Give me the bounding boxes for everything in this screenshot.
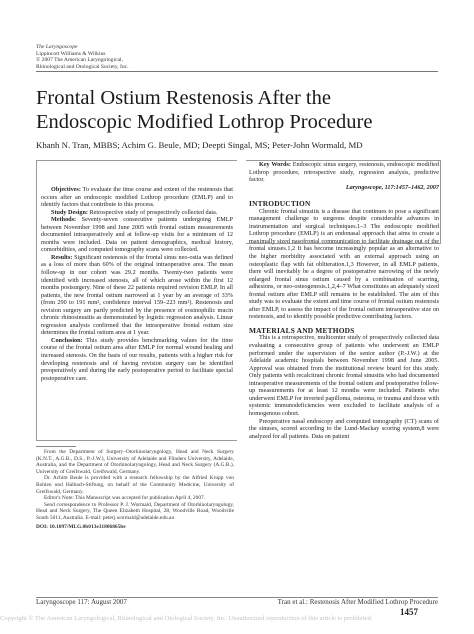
materials-heading: MATERIALS AND METHODS — [249, 325, 355, 335]
design-label: Study Design: — [51, 208, 88, 216]
abstract-results — [41, 254, 233, 337]
copyright-watermark: Copyright © The American Laryngological, Rhinological and Otological Society, Inc. Unauthorized reproduction of this article is prohibited. — [0, 615, 373, 622]
design-text: Retrospective study of prospectively collected data. — [89, 208, 218, 216]
objectives-label: Objectives: — [51, 186, 81, 193]
author-list: Khanh N. Tran, MBBS; Achim G. Beule, MD; Deepti Singal, MS; Peter-John Wormald, MD — [36, 140, 363, 150]
citation: Laryngoscope, 117:1457–1462, 2007 — [345, 183, 439, 191]
materials-paragraph-2: Preoperative nasal endoscopy and computed tomography (CT) scans of the sinuses, scored according to the Lund-Mackay scoring system,8 were analyzed for all patients. Data on patient — [249, 417, 439, 440]
journal-header — [36, 44, 129, 70]
footnotes — [36, 449, 234, 530]
results-text: Significant restenosis of the frontal sinus neo-ostia was defined as a loss of more than 60% of the original intraoperative area. The mean follow-up in our cohort was 29.2 months. Twenty-two patients were identified with increased stenosis, all of which arose within the first 12 months postsurgery. Nine of these 22 patients required revision EMLP. In all patients, the new frontal ostium narrowed at 1 year by an average of 33% (from 290 to 191 mm², confidence interval 159–223 mm²). Restenosis and revision surgery are partly predicted by the presence of eosinophilic mucin chronic rhinosinusitis as demonstrated by logistic regression analysis. Linear regression analysis confirmed that the intraoperative frontal ostium size determines the frontal ostium area at 1 year. — [41, 253, 234, 337]
objectives-text: To evaluate the time course and extent of the restenosis that occurs after an endoscopic modified Lothrop procedure (EMLP) and to identify factors that contribute to this process. — [41, 186, 234, 209]
publisher: Lippincott Williams & Wilkins — [36, 50, 106, 57]
introduction-text: Chronic frontal sinusitis is a disease that continues to pose a significant management challenge to surgeons despite considerable advances in instrumentation and surgical techniques.1–3 The endoscopic modified Lothrop procedure (EMLP) is an endonasal approach that aims to create a maximally sized nasofrontal communication to facilitate drainage out of the frontal sinuses.1,2 It has become increasingly popular as an alternative to the higher morbidity associated with an external approach using an osteoplastic flap with fat obliteration.1,3 However, in all EMLP patients, there will inevitably be a degree of postoperative narrowing of the newly enlarged frontal sinus ostium caused by a combination of scarring, adhesions, or neo-osteogenesis.1,2,4–7 What constitutes an adequately sized frontal ostium after EMLP still remains to be established. The aim of this study was to evaluate the extent and time course of frontal ostium restenosis after EMLP, to assess the impact of the frontal ostium intraoperative size on restenosis, and to identify possible predictive contributing factors. — [249, 207, 439, 321]
header-divider — [36, 71, 438, 72]
methods-label: Methods: — [51, 216, 77, 224]
copyright-line: © 2007 The American Laryngological, — [36, 57, 123, 64]
footnote-divider — [36, 446, 76, 447]
society-line: Rhinological and Otological Society, Inc. — [36, 63, 129, 70]
introduction-heading: INTRODUCTION — [249, 199, 311, 209]
keywords-text: Endoscopic sinus surgery, restenosis, endoscopic modified Lothrop procedure, retrospective study, regression analysis, predictive factor. — [249, 161, 439, 184]
conclusion-label: Conclusion: — [51, 336, 83, 344]
article-title — [36, 86, 446, 134]
doi: DOI: 10.1097/MLG.0b013e31806865be — [36, 523, 126, 530]
page-number: 1457 — [400, 607, 418, 617]
title-line-1: Frontal Ostium Restenosis After the — [36, 87, 331, 109]
methods-text: Seventy-seven consecutive patients undergoing EMLP between November 1998 and June 2005 with frontal ostium measurements documented intraoperatively and at follow-up visits for a minimum of 12 months were included. Data on patient demographics, medical history, comorbidities, and computed tomography scans were collected. — [41, 216, 234, 254]
conclusion-text: This study provides benchmarking values for the time course of the frontal ostium area after EMLP for normal wound healing and increased stenosis. On the basis of our results, patients with a higher risk for developing restenosis and of having revision surgery can be identified preoperatively and during the early postoperative period to facilitate special postoperative care. — [41, 336, 233, 382]
footer-journal: Laryngoscope 117: August 2007 — [36, 598, 127, 606]
keywords-label: Key Words: — [259, 161, 291, 168]
abstract-left-column — [41, 186, 233, 382]
right-column — [249, 161, 439, 440]
abstract-design — [41, 209, 233, 217]
abstract-objectives — [41, 186, 233, 209]
footnote-affiliation: From the Department of Surgery–Otorhinolaryngology, Head and Neck Surgery (K.N.T., A.G.B., D.S., P.-J.W.), University of Adelaide and Flinders University, Adelaide, Australia, and the Department of Otorhinolaryngology, Head and Neck Surgery (A.G.B.), University of Greifswald, Greifswald, Germany. — [36, 449, 234, 475]
abstract-conclusion — [41, 337, 233, 382]
abstract-methods — [41, 216, 233, 254]
footer-running-title: Tran et al.: Restenosis After Modified Lothrop Procedure — [277, 598, 438, 606]
journal-name: The Laryngoscope — [36, 44, 78, 50]
footnote-editors-note: Editor's Note: This Manuscript was accepted for publication April 4, 2007. — [44, 495, 206, 502]
results-label: Results: — [51, 253, 73, 261]
footnote-funding: Dr. Achim Beule is provided with a research fellowship by the Alfried Krupp von Bohlen und Halbach-Stiftung, on behalf of the Community Medicine, University of Greifswald, Germany. — [36, 475, 234, 495]
abstract-keywords — [249, 161, 439, 184]
title-line-2: Endoscopic Modified Lothrop Procedure — [36, 111, 373, 133]
materials-paragraph-1: This is a retrospective, multicenter study of prospectively collected data evaluating a consecutive group of patients who underwent an EMLP performed under the supervision of the senior author (P.-J.W.) at the Adelaide academic hospitals between November 1998 and June 2005. Approval was obtained from the institutional review board for this study. Only patients with recalcitrant chronic frontal sinusitis who had documented intraoperative measurements of the frontal ostium and postoperative follow-up measurements for at least 12 months were included. Patients who underwent EMLP for inverted papilloma, osteoma, or trauma and those with systemic immunodeficiencies were excluded to facilitate analysis of a homogenous cohort. — [249, 334, 439, 417]
footnote-correspondence: Send correspondence to Professor P. J. Wormald, Department of Otorhinolaryngology, Head and Neck Surgery, The Queen Elizabeth Hospital, 28, Woodville Road, Woodville South 5011, Australia. E-mail: peterj.wormald@adelaide.edu.au — [36, 501, 234, 521]
